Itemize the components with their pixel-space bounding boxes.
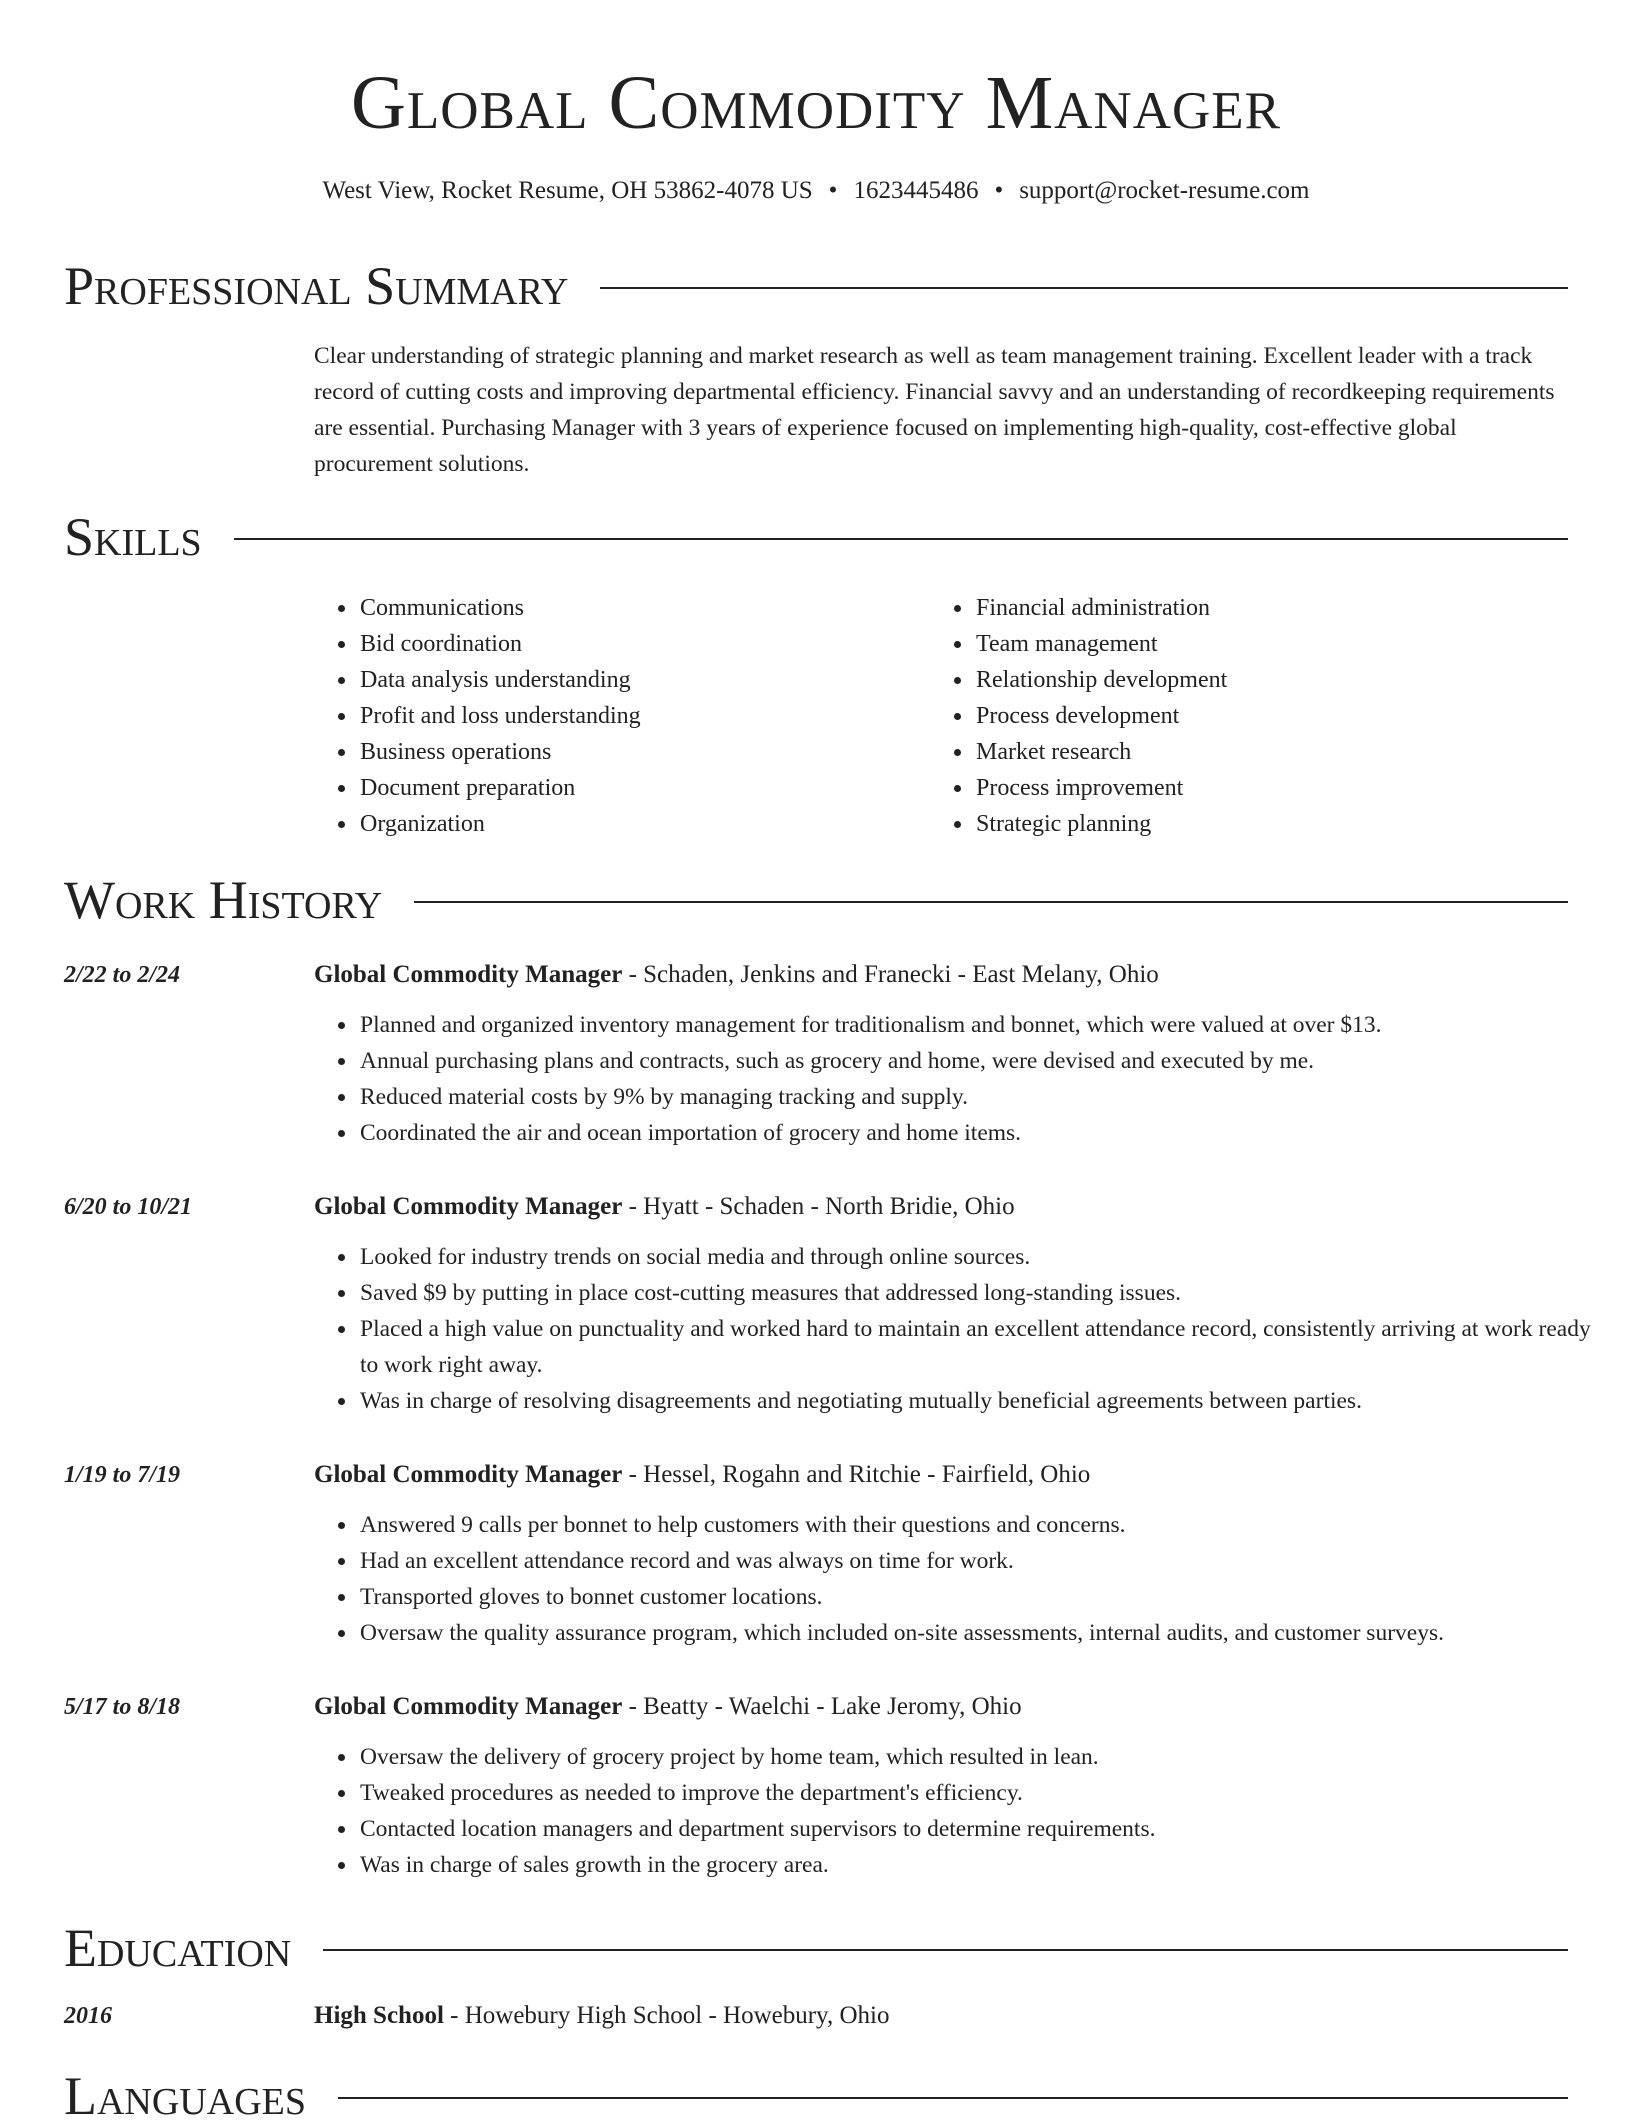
skill-item: • Team management [974, 626, 1574, 662]
work-dates: 5/17 to 8/18 [64, 1694, 181, 1720]
section-divider [414, 901, 1568, 903]
contact-line [0, 174, 1632, 208]
work-bullets [314, 1739, 1612, 1883]
education-details: - Howebury High School - Howebury, Ohio [443, 2002, 890, 2029]
skill-item: • Document preparation [358, 770, 918, 806]
skill-item: • Profit and loss understanding [358, 698, 918, 734]
education-heading [314, 1998, 889, 2034]
skill-item: • Financial administration [974, 590, 1574, 626]
work-bullets [314, 1239, 1612, 1419]
job-title: Global Commodity Manager [314, 961, 623, 988]
section-title-work-history: Work History [64, 870, 383, 930]
candidate-name: Global Commodity Manager [350, 61, 1281, 145]
work-heading [314, 1189, 1015, 1225]
employer-details: - Beatty - Waelchi - Lake Jeromy, Ohio [622, 1693, 1022, 1720]
section-title-education: Education [64, 1918, 292, 1978]
work-bullet: • Had an excellent attendance record and was always on time for work. [358, 1543, 1612, 1579]
employer-details: - Hyatt - Schaden - North Bridie, Ohio [622, 1193, 1015, 1220]
skill-item: • Process improvement [974, 770, 1574, 806]
summary-text: Clear understanding of strategic planning and market research as well as team management training. Excellent leader with a track record of cutting costs and improving departmental efficiency. Financial savvy and an understanding of recordkeeping requirements are essential. Purchasing Manager with 3 years of experience focused on implementing high-quality, cost-effective global procurement solutions. [314, 343, 1555, 477]
section-title-summary: Professional Summary [64, 256, 569, 316]
skill-item: • Market research [974, 734, 1574, 770]
section-divider [323, 1949, 1568, 1951]
work-bullet: • Planned and organized inventory management for traditionalism and bonnet, which were valued at over $13. [358, 1007, 1612, 1043]
section-header-work-history [64, 868, 1568, 932]
section-header-skills [64, 505, 1568, 569]
work-bullet: • Saved $9 by putting in place cost-cutting measures that addressed long-standing issues. [358, 1275, 1612, 1311]
skill-item: • Data analysis understanding [358, 662, 918, 698]
skills-list-right [930, 590, 1574, 842]
contact-separator: • [828, 177, 838, 204]
work-bullet: • Tweaked procedures as needed to improve the department's efficiency. [358, 1775, 1612, 1811]
contact-email[interactable]: support@rocket-resume.com [1019, 177, 1310, 204]
skill-item: • Process development [974, 698, 1574, 734]
skill-item: • Strategic planning [974, 806, 1574, 842]
job-title: Global Commodity Manager [314, 1693, 623, 1720]
skill-item: • Business operations [358, 734, 918, 770]
work-bullet: • Looked for industry trends on social media and through online sources. [358, 1239, 1612, 1275]
work-heading [314, 957, 1159, 993]
section-header-summary [64, 254, 1568, 318]
section-header-languages [64, 2064, 1568, 2128]
education-degree: High School [314, 2002, 444, 2029]
work-bullet: • Contacted location managers and department supervisors to determine requirements. [358, 1811, 1612, 1847]
job-title: Global Commodity Manager [314, 1461, 623, 1488]
work-heading [314, 1457, 1090, 1493]
employer-details: - Schaden, Jenkins and Franecki - East Melany, Ohio [622, 961, 1159, 988]
job-title: Global Commodity Manager [314, 1193, 623, 1220]
contact-phone: 1623445486 [853, 177, 979, 204]
work-bullet: • Was in charge of resolving disagreements and negotiating mutually beneficial agreements between parties. [358, 1383, 1612, 1419]
work-bullet: • Was in charge of sales growth in the grocery area. [358, 1847, 1612, 1883]
work-bullet: • Oversaw the delivery of grocery project by home team, which resulted in lean. [358, 1739, 1612, 1775]
skill-item: • Communications [358, 590, 918, 626]
skill-item: • Relationship development [974, 662, 1574, 698]
work-bullets [314, 1507, 1612, 1651]
section-title-languages: Languages [64, 2066, 306, 2126]
work-bullet: • Annual purchasing plans and contracts, such as grocery and home, were devised and executed by me. [358, 1043, 1612, 1079]
work-bullet: • Reduced material costs by 9% by managing tracking and supply. [358, 1079, 1612, 1115]
contact-address: West View, Rocket Resume, OH 53862-4078 US [322, 177, 813, 204]
section-divider [234, 538, 1568, 540]
work-dates: 1/19 to 7/19 [64, 1462, 181, 1488]
employer-details: - Hessel, Rogahn and Ritchie - Fairfield, Ohio [622, 1461, 1091, 1488]
work-dates: 2/22 to 2/24 [64, 962, 181, 988]
section-divider [600, 287, 1568, 289]
work-heading [314, 1689, 1022, 1725]
section-title-skills: Skills [64, 507, 202, 567]
skill-item: • Bid coordination [358, 626, 918, 662]
skills-list-left [314, 590, 918, 842]
education-year: 2016 [64, 2003, 112, 2029]
work-bullet: • Coordinated the air and ocean importation of grocery and home items. [358, 1115, 1612, 1151]
work-bullet: • Placed a high value on punctuality and worked hard to maintain an excellent attendance record, consistently arriving at work ready to work right away. [358, 1311, 1612, 1383]
work-bullet: • Answered 9 calls per bonnet to help customers with their questions and concerns. [358, 1507, 1612, 1543]
work-bullets [314, 1007, 1612, 1151]
skill-item: • Organization [358, 806, 918, 842]
section-divider [338, 2097, 1568, 2099]
work-bullet: • Oversaw the quality assurance program, which included on-site assessments, internal audits, and customer surveys. [358, 1615, 1612, 1651]
section-header-education [64, 1916, 1568, 1980]
work-bullet: • Transported gloves to bonnet customer locations. [358, 1579, 1612, 1615]
contact-separator: • [994, 177, 1004, 204]
work-dates: 6/20 to 10/21 [64, 1194, 193, 1220]
